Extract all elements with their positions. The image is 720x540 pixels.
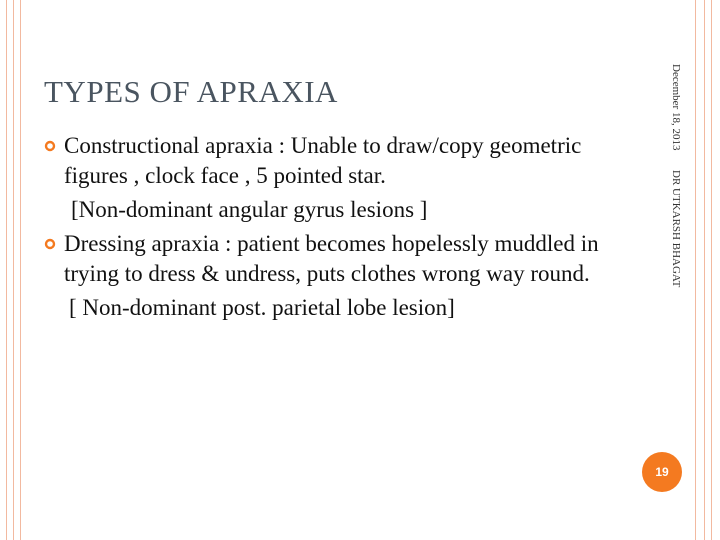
slide-date: December 18, 2013 — [670, 64, 682, 151]
bullet-ring-icon — [44, 140, 56, 152]
page-number-badge: 19 — [642, 452, 682, 492]
bullet-text: Dressing apraxia : patient becomes hopelessly muddled in trying to dress & undress, puts clothes wrong way round. — [64, 231, 599, 286]
slide-footer-vertical — [670, 64, 682, 288]
bullet-dressing-apraxia — [44, 229, 624, 289]
slide-title: TYPES OF APRAXIA — [44, 74, 338, 109]
slide-author: DR UTKARSH BHAGAT — [670, 170, 682, 288]
bullet-ring-icon — [44, 238, 56, 250]
bullet-text: Constructional apraxia : Unable to draw/copy geometric figures , clock face , 5 pointed star. — [64, 133, 582, 188]
bullet-note: [Non-dominant angular gyrus lesions ] — [71, 197, 428, 222]
right-border-decoration — [695, 0, 720, 540]
bullet-constructional-apraxia — [44, 131, 624, 191]
slide-content — [44, 131, 624, 327]
bullet-note: [ Non-dominant post. parietal lobe lesion] — [69, 295, 455, 320]
left-border-decoration — [0, 0, 21, 540]
